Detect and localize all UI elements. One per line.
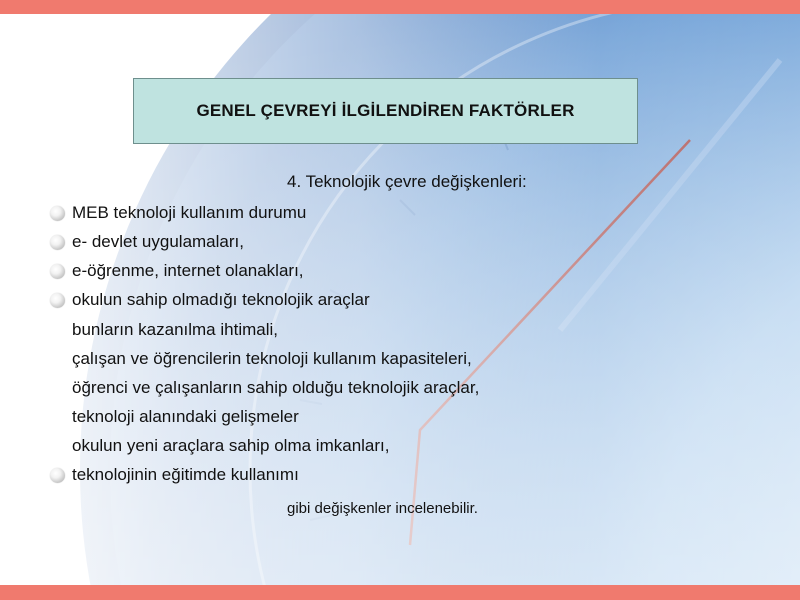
- bullet-icon: [50, 468, 65, 483]
- list-item: çalışan ve öğrencilerin teknoloji kullanım kapasiteleri,: [72, 349, 472, 368]
- list-item: öğrenci ve çalışanların sahip olduğu teknolojik araçlar,: [72, 378, 480, 397]
- bullet-icon: [50, 264, 65, 279]
- list-item: e-öğrenme, internet olanakları,: [72, 261, 304, 280]
- list-item: teknoloji alanındaki gelişmeler: [72, 407, 299, 426]
- slide-subtitle: 4. Teknolojik çevre değişkenleri:: [287, 172, 527, 191]
- list-item: MEB teknoloji kullanım durumu: [72, 203, 307, 222]
- slide-title: GENEL ÇEVREYİ İLGİLENDİREN FAKTÖRLER: [196, 101, 575, 120]
- closing-note: gibi değişkenler incelenebilir.: [287, 500, 478, 517]
- list-item: e- devlet uygulamaları,: [72, 232, 244, 251]
- list-item: teknolojinin eğitimde kullanımı: [72, 465, 299, 484]
- list-item: bunların kazanılma ihtimali,: [72, 320, 278, 339]
- bullet-icon: [50, 235, 65, 250]
- list-item: okulun sahip olmadığı teknolojik araçlar: [72, 290, 370, 309]
- bullet-icon: [50, 206, 65, 221]
- title-box: [133, 78, 638, 144]
- list-item: okulun yeni araçlara sahip olma imkanları,: [72, 436, 390, 455]
- bullet-icon: [50, 293, 65, 308]
- top-accent-bar: [0, 0, 800, 14]
- bottom-accent-bar: [0, 585, 800, 600]
